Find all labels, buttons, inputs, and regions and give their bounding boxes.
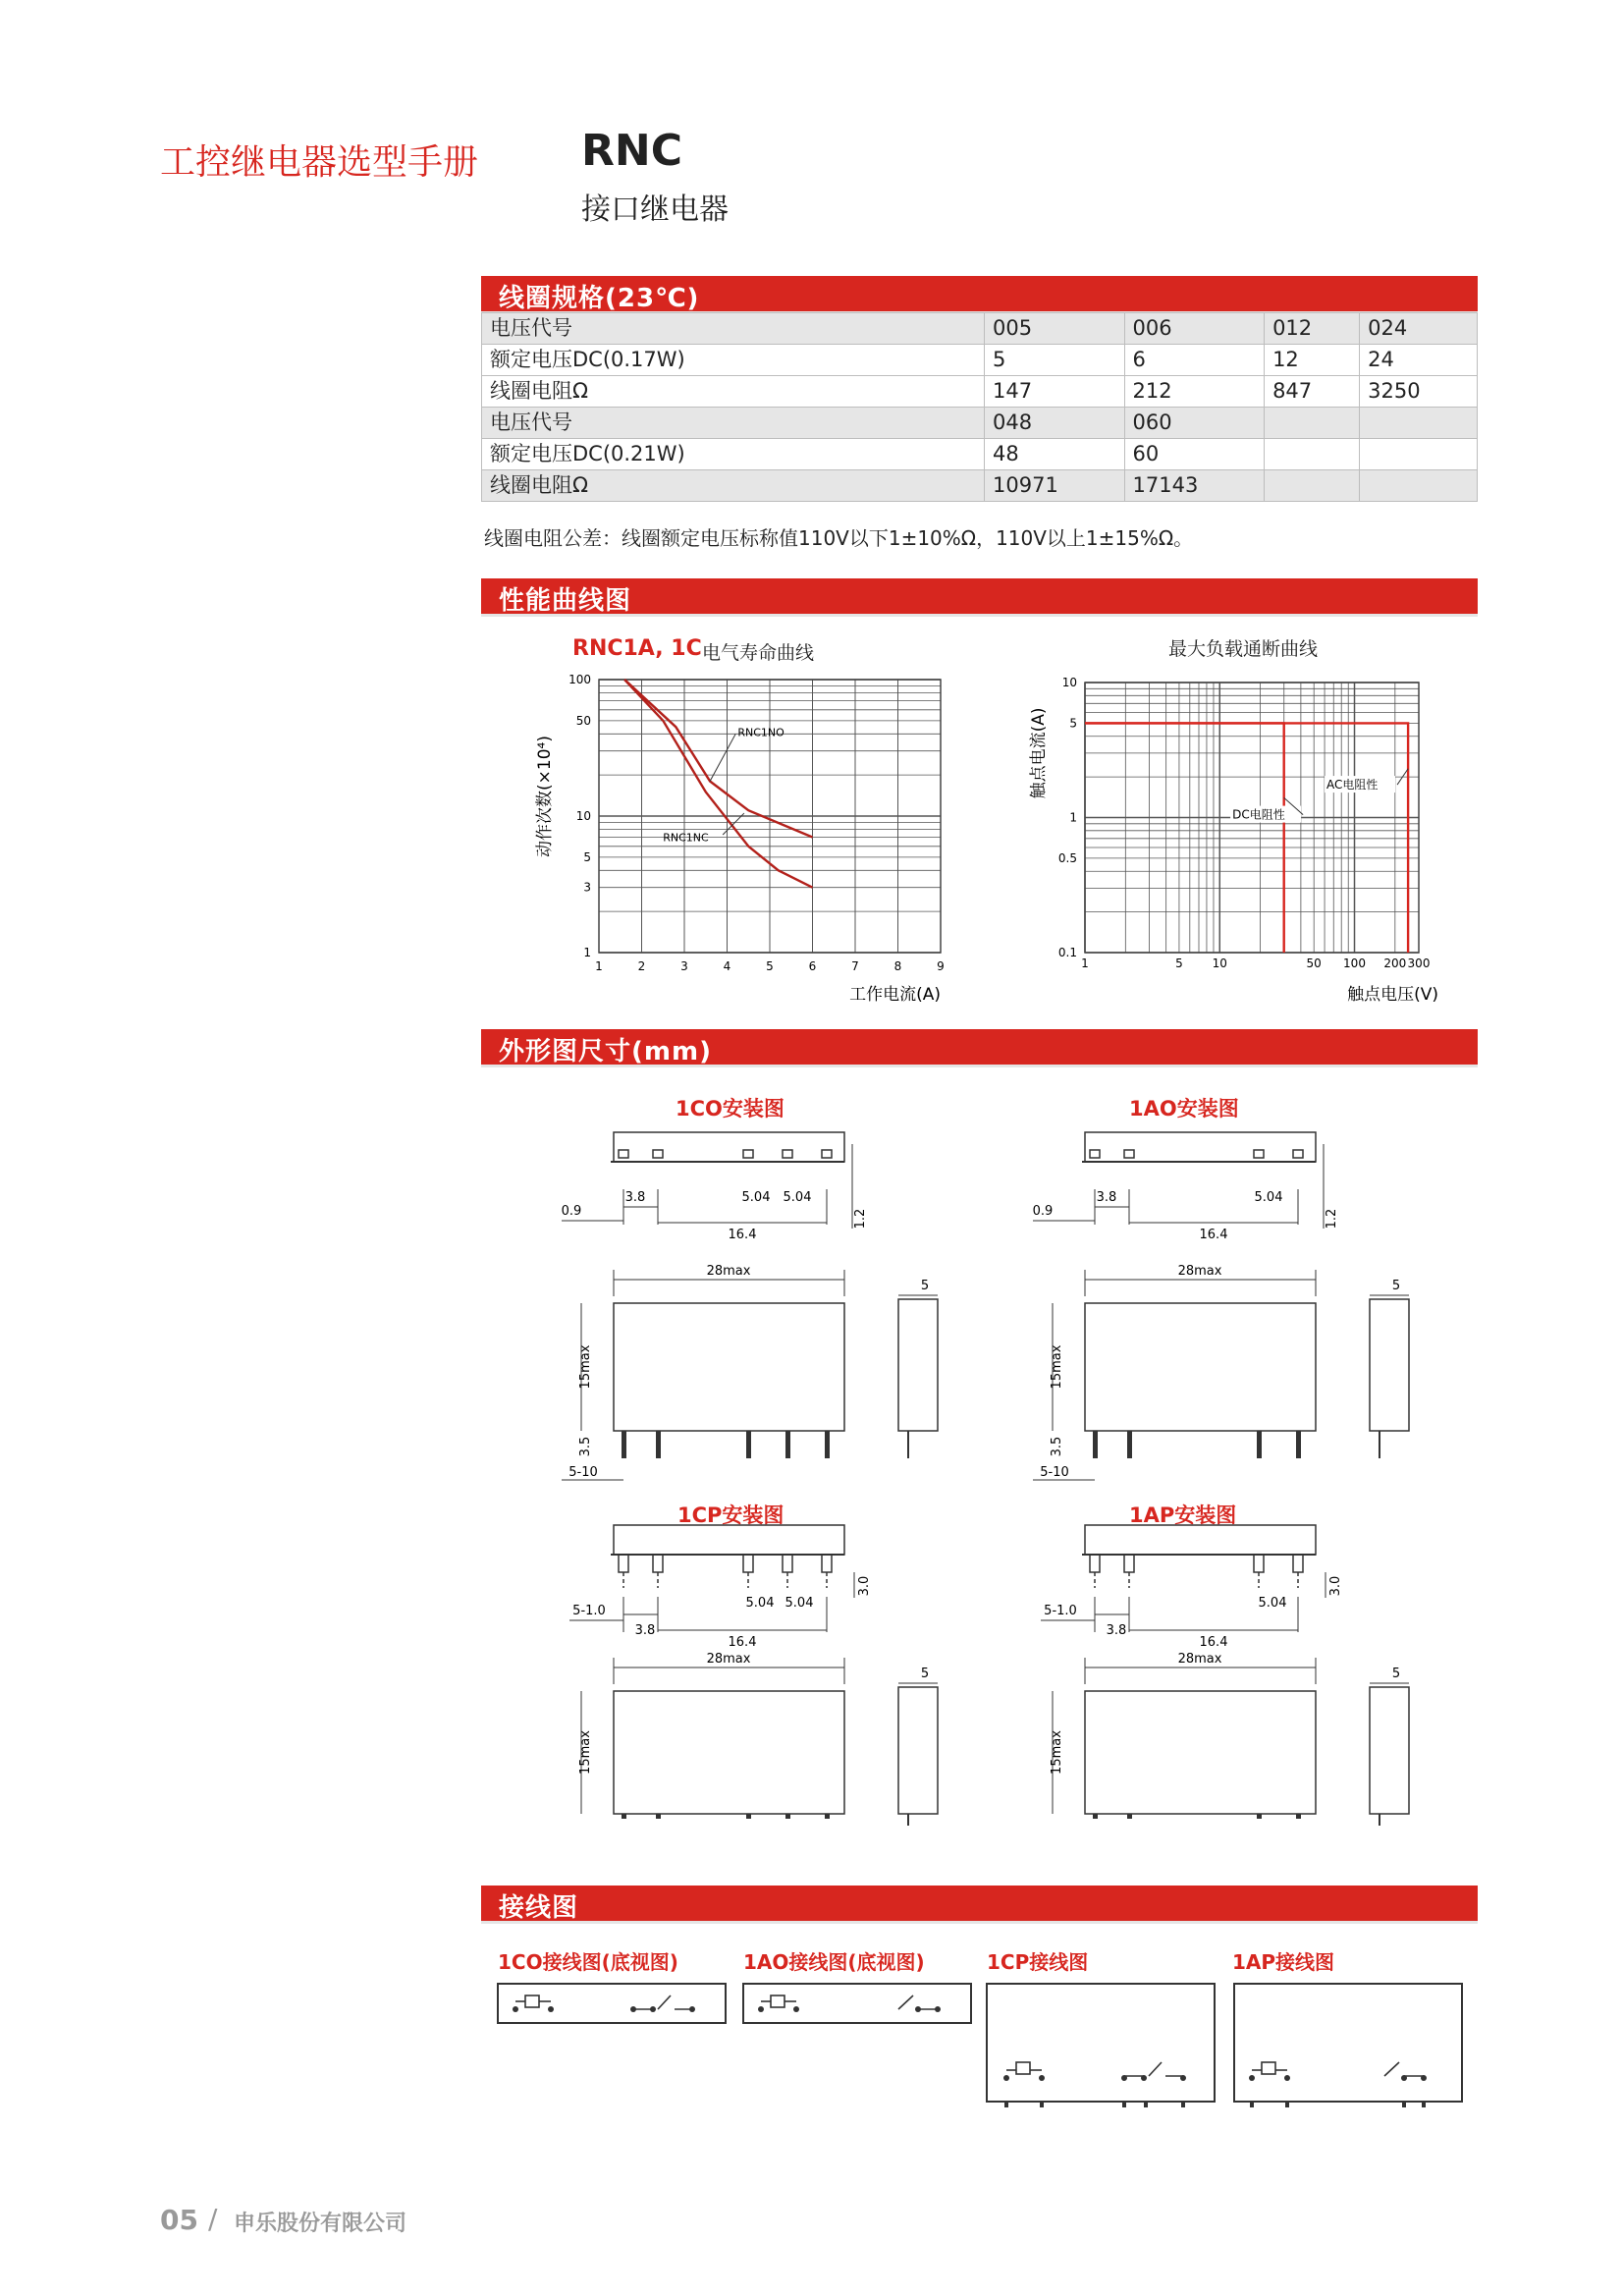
performance-bar xyxy=(481,578,1478,617)
coil-spec-title: 线圈规格(23℃) xyxy=(499,284,700,313)
spec-cell xyxy=(1360,408,1478,439)
side-view-outline xyxy=(898,1299,938,1431)
side-view-outline xyxy=(1370,1299,1409,1431)
wiring-label-1cp: 1CP接线图 xyxy=(987,1950,1089,1974)
pin-outline xyxy=(1254,1150,1264,1158)
dimension-label: 5 xyxy=(1391,1667,1401,1681)
x-tick-label: 6 xyxy=(808,959,817,973)
x-tick-label: 8 xyxy=(893,959,902,973)
x-tick-label: 1 xyxy=(1081,957,1089,970)
dimension-label: 5.04 xyxy=(784,1596,814,1611)
spec-cell: 006 xyxy=(1124,313,1265,345)
dimension-label: 28max xyxy=(706,1264,751,1279)
spec-cell: 212 xyxy=(1124,376,1265,408)
y-tick-label: 0.1 xyxy=(1057,946,1077,959)
wiring-label-1co: 1CO接线图(底视图) xyxy=(498,1950,678,1974)
spec-cell: 024 xyxy=(1360,313,1478,345)
spec-row-label: 线圈电阻Ω xyxy=(482,376,985,408)
spec-cell: 24 xyxy=(1360,345,1478,376)
pin xyxy=(825,1431,830,1458)
pin xyxy=(1127,1814,1132,1819)
dimension-label: 15max xyxy=(1050,1344,1064,1390)
spec-cell: 048 xyxy=(985,408,1125,439)
y-tick-label: 5 xyxy=(583,849,591,864)
pin-outline xyxy=(653,1555,663,1572)
dimension-label: 3.8 xyxy=(624,1190,646,1205)
dimension-label: 5.04 xyxy=(745,1596,775,1611)
view-title-1cp: 1CP安装图 xyxy=(677,1503,784,1527)
pin xyxy=(785,1431,790,1458)
dimension-label: 5.04 xyxy=(1258,1596,1287,1611)
spec-cell: 012 xyxy=(1265,313,1360,345)
pin-outline xyxy=(822,1555,832,1572)
series-line xyxy=(1085,723,1284,953)
x-tick-label: 200 xyxy=(1383,957,1407,970)
spec-cell: 147 xyxy=(985,376,1125,408)
spec-row xyxy=(482,376,1478,408)
pin-outline xyxy=(783,1150,792,1158)
dimension-label: 3.5 xyxy=(1050,1436,1064,1457)
coil-spec-note: 线圈电阻公差：线圈额定电压标称值110V以下1±10%Ω，110V以上1±15%Ω。 xyxy=(484,526,1194,550)
series-line xyxy=(1085,723,1408,953)
life-chart-model: RNC1A, 1C xyxy=(572,636,702,661)
dimension-label: 5-10 xyxy=(1040,1465,1069,1480)
dimensions-bar xyxy=(481,1029,1478,1067)
wiring-box-1co xyxy=(498,1984,726,2023)
x-axis-label: 触点电压(V) xyxy=(1347,985,1438,1005)
load-chart xyxy=(1016,668,1488,1007)
pin xyxy=(1093,1431,1098,1458)
dimension-label: 5.04 xyxy=(1254,1190,1283,1205)
dimension-label: 28max xyxy=(1177,1264,1222,1279)
pin-outline xyxy=(783,1555,792,1572)
spec-cell: 60 xyxy=(1124,439,1265,470)
dimension-label: 15max xyxy=(578,1344,593,1390)
spec-cell: 060 xyxy=(1124,408,1265,439)
front-view-outline xyxy=(614,1303,844,1431)
spec-cell xyxy=(1265,470,1360,502)
y-tick-label: 0.5 xyxy=(1057,850,1077,865)
spec-row xyxy=(482,408,1478,439)
pin-outline xyxy=(1090,1150,1100,1158)
y-axis-label: 动作次数(×10⁴) xyxy=(535,736,555,857)
spec-cell: 005 xyxy=(985,313,1125,345)
series-line xyxy=(624,680,812,838)
pin xyxy=(656,1814,661,1819)
spec-cell: 3250 xyxy=(1360,376,1478,408)
dimension-label: 15max xyxy=(1050,1730,1064,1775)
wiring-box-1ap xyxy=(1234,1984,1462,2102)
front-view-outline xyxy=(614,1691,844,1814)
spec-cell: 12 xyxy=(1265,345,1360,376)
front-view-outline xyxy=(1085,1691,1316,1814)
y-tick-label: 50 xyxy=(575,713,591,728)
y-tick-label: 1 xyxy=(1069,810,1077,825)
x-tick-label: 2 xyxy=(637,959,646,973)
dimension-label: 5 xyxy=(920,1667,930,1681)
wiring-bar xyxy=(481,1886,1478,1924)
top-view-outline xyxy=(614,1132,844,1162)
top-view-outline xyxy=(1085,1525,1316,1555)
spec-cell: 6 xyxy=(1124,345,1265,376)
x-tick-label: 1 xyxy=(595,959,603,973)
catalog-title: 工控继电器选型手册 xyxy=(160,142,479,183)
dimension-label: 5-1.0 xyxy=(1044,1604,1077,1618)
wiring-box-1ao xyxy=(743,1984,971,2023)
spec-cell: 17143 xyxy=(1124,470,1265,502)
spec-row xyxy=(482,439,1478,470)
load-chart-title: 最大负载通断曲线 xyxy=(1168,638,1319,660)
dimension-label: 5-1.0 xyxy=(572,1604,606,1618)
x-tick-label: 10 xyxy=(1212,957,1227,970)
pin xyxy=(1127,1431,1132,1458)
dimension-label: 3.8 xyxy=(1096,1190,1117,1205)
y-tick-label: 10 xyxy=(1061,676,1077,689)
dimension-label: 5.04 xyxy=(741,1190,771,1205)
pin-outline xyxy=(619,1555,628,1572)
model-subtitle: 接口继电器 xyxy=(581,192,729,227)
wiring-box-1cp xyxy=(987,1984,1215,2102)
series-label: DC电阻性 xyxy=(1232,807,1285,822)
x-tick-label: 5 xyxy=(1175,957,1183,970)
dimension-label: 16.4 xyxy=(728,1635,757,1650)
pin-outline xyxy=(1124,1150,1134,1158)
x-tick-label: 3 xyxy=(680,959,688,973)
dimension-label: 3.0 xyxy=(857,1575,872,1597)
dimension-label: 5 xyxy=(1391,1279,1401,1293)
spec-cell xyxy=(1265,408,1360,439)
series-line xyxy=(624,680,812,888)
view-title-1co: 1CO安装图 xyxy=(676,1097,784,1121)
model-title: RNC xyxy=(581,126,682,176)
pin xyxy=(1257,1814,1262,1819)
drawing-1ap xyxy=(1026,1517,1438,1866)
top-view-outline xyxy=(1085,1132,1316,1162)
pin-outline xyxy=(1124,1555,1134,1572)
y-tick-label: 1 xyxy=(583,946,591,959)
dimension-label: 0.9 xyxy=(561,1204,582,1219)
page-number: 05 xyxy=(160,2204,198,2236)
dimension-label: 1.2 xyxy=(1325,1208,1339,1230)
top-view-outline xyxy=(614,1525,844,1555)
pin-outline xyxy=(1090,1555,1100,1572)
pin xyxy=(1093,1814,1098,1819)
series-label: RNC1NC xyxy=(663,831,709,845)
view-title-1ap: 1AP安装图 xyxy=(1129,1503,1237,1527)
dimension-label: 5.04 xyxy=(783,1190,812,1205)
pin-outline xyxy=(1293,1555,1303,1572)
dimensions-title: 外形图尺寸(mm) xyxy=(499,1037,712,1066)
dimension-label: 3.8 xyxy=(634,1623,656,1638)
spec-cell xyxy=(1265,439,1360,470)
spec-cell: 5 xyxy=(985,345,1125,376)
view-title-1ao: 1AO安装图 xyxy=(1129,1097,1239,1121)
spec-cell: 847 xyxy=(1265,376,1360,408)
dimension-label: 1.2 xyxy=(853,1208,868,1230)
pin xyxy=(622,1431,626,1458)
spec-row-label: 电压代号 xyxy=(482,408,985,439)
drawing-1co xyxy=(560,1124,952,1483)
side-view-outline xyxy=(1370,1687,1409,1814)
pin xyxy=(1296,1431,1301,1458)
drawing-1ao xyxy=(1026,1124,1438,1483)
x-tick-label: 300 xyxy=(1407,957,1431,970)
dimension-label: 16.4 xyxy=(1199,1228,1228,1242)
wiring-label-1ao: 1AO接线图(底视图) xyxy=(743,1950,925,1974)
pin xyxy=(656,1431,661,1458)
x-tick-label: 5 xyxy=(766,959,774,973)
spec-cell: 10971 xyxy=(985,470,1125,502)
coil-spec-bar xyxy=(481,276,1478,314)
series-label: RNC1NO xyxy=(737,726,784,739)
wiring-label-1ap: 1AP接线图 xyxy=(1232,1950,1335,1974)
wiring-title: 接线图 xyxy=(499,1893,579,1923)
spec-row xyxy=(482,313,1478,345)
pin xyxy=(746,1814,751,1819)
dimension-label: 15max xyxy=(578,1730,593,1775)
y-tick-label: 10 xyxy=(575,809,591,823)
pin xyxy=(1257,1431,1262,1458)
pin xyxy=(622,1814,626,1819)
dimension-label: 3.8 xyxy=(1106,1623,1127,1638)
dimension-label: 28max xyxy=(1177,1652,1222,1667)
pin-outline xyxy=(619,1150,628,1158)
spec-row xyxy=(482,470,1478,502)
footer-separator: / xyxy=(208,2203,218,2235)
dimension-label: 28max xyxy=(706,1652,751,1667)
spec-cell: 48 xyxy=(985,439,1125,470)
life-chart xyxy=(520,668,992,1007)
x-tick-label: 7 xyxy=(851,959,859,973)
dimension-label: 5-10 xyxy=(568,1465,598,1480)
x-tick-label: 9 xyxy=(937,959,945,973)
spec-row xyxy=(482,345,1478,376)
side-view-outline xyxy=(898,1687,938,1814)
dimension-label: 3.5 xyxy=(578,1436,593,1457)
performance-title: 性能曲线图 xyxy=(499,586,632,616)
pin-outline xyxy=(822,1150,832,1158)
spec-row-label: 额定电压DC(0.21W) xyxy=(482,439,985,470)
spec-cell xyxy=(1360,470,1478,502)
pin-outline xyxy=(743,1555,753,1572)
dimension-label: 16.4 xyxy=(728,1228,757,1242)
footer-company: 申乐股份有限公司 xyxy=(234,2212,407,2236)
dimension-label: 3.0 xyxy=(1328,1575,1343,1597)
pin-outline xyxy=(1254,1555,1264,1572)
pin-outline xyxy=(1293,1150,1303,1158)
wiring-diagrams xyxy=(496,1982,1468,2109)
x-tick-label: 50 xyxy=(1306,957,1322,970)
spec-row-label: 线圈电阻Ω xyxy=(482,470,985,502)
dimension-label: 5 xyxy=(920,1279,930,1293)
label-leader xyxy=(710,734,735,781)
pin xyxy=(746,1431,751,1458)
pin-outline xyxy=(653,1150,663,1158)
pin xyxy=(785,1814,790,1819)
y-tick-label: 100 xyxy=(568,673,591,686)
dimension-label: 16.4 xyxy=(1199,1635,1228,1650)
y-tick-label: 3 xyxy=(583,880,591,895)
coil-spec-table xyxy=(481,312,1478,502)
drawing-1cp xyxy=(560,1517,952,1866)
series-label: AC电阻性 xyxy=(1326,778,1379,793)
spec-row-label: 电压代号 xyxy=(482,313,985,345)
pin-outline xyxy=(743,1150,753,1158)
life-chart-title: 电气寿命曲线 xyxy=(702,642,815,664)
spec-cell xyxy=(1360,439,1478,470)
y-tick-label: 5 xyxy=(1069,716,1077,731)
dimension-label: 0.9 xyxy=(1032,1204,1054,1219)
x-tick-label: 100 xyxy=(1343,957,1366,970)
x-axis-label: 工作电流(A) xyxy=(849,985,941,1005)
front-view-outline xyxy=(1085,1303,1316,1431)
spec-row-label: 额定电压DC(0.17W) xyxy=(482,345,985,376)
pin xyxy=(1296,1814,1301,1819)
pin xyxy=(825,1814,830,1819)
y-axis-label: 触点电流(A) xyxy=(1029,707,1049,799)
x-tick-label: 4 xyxy=(723,959,731,973)
